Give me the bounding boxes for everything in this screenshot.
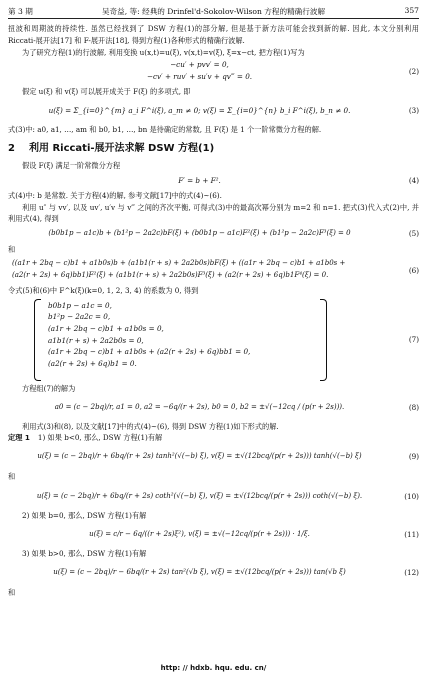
conjunction-and-3: 和 xyxy=(8,587,16,597)
equation-7-number: (7) xyxy=(408,334,419,344)
section-2-paragraph-6: 利用式(3)和(8), 以及文献[17]中的式(4)~(6), 得到 DSW 方程(1)如下形式的解. xyxy=(22,421,279,431)
page-number: 357 xyxy=(404,6,419,15)
system-7-row: (a2(r + 2s) + 6q)b1 = 0. xyxy=(48,358,137,368)
intro-paragraph-3: 假定 u(ξ) 和 v(ξ) 可以展开成关于 F(ξ) 的多项式, 即 xyxy=(22,87,191,97)
section-2-heading xyxy=(8,142,419,156)
equation-11 xyxy=(8,523,419,547)
equation-3 xyxy=(8,99,419,123)
section-2-paragraph-3: 利用 u″ 与 vv′, 以及 uv′, u′v 与 v‴ 之间的齐次平衡, 可得式(3)中的最高次幂分别为 m=2 和 n=1. 把式(3)代入式(2)中, 并利用式(4), 得到 xyxy=(8,202,419,224)
system-7-row: b0b1p − a1c = 0, xyxy=(48,300,112,310)
conjunction-and-2: 和 xyxy=(8,472,16,482)
equation-6-line-2: (a2(r + 2s) + 6q)bb1)F²(ξ) + (a1b1(r + s) + 2a2b0s)F³(ξ) + (a2(r + 2s) + 6q)b1F⁴(ξ) = 0. xyxy=(12,270,329,279)
theorem-label: 定理 1 xyxy=(8,433,30,443)
theorem-1-case-2: 2) 如果 b=0, 那么, DSW 方程(1)有解 xyxy=(22,510,147,520)
intro-paragraph-2: 为了研究方程(1)的行波解, 利用变换 u(x,t)=u(ξ), v(x,t)=v(ξ), ξ=x−ct, 把方程(1)写为 xyxy=(22,47,305,57)
equation-3-number: (3) xyxy=(408,106,419,116)
theorem-1-case-1: 定理 1 1) 如果 b<0, 那么, DSW 方程(1)有解 xyxy=(8,433,163,443)
section-2-paragraph-5: 方程组(7)的解为 xyxy=(22,383,76,393)
equation-5-body: (b0b1p − a1c)b + (b1²p − 2a2c)bF(ξ) + (b0b1p − a1c)F²(ξ) + (b1²p − 2a2c)F³(ξ) = 0 xyxy=(48,229,351,238)
section-2-paragraph-1: 假设 F(ξ) 满足一阶常微分方程 xyxy=(22,160,121,170)
system-7-row: a1b1(r + s) + 2a2b0s = 0, xyxy=(48,335,144,345)
equation-2-number: (2) xyxy=(408,67,419,77)
conjunction-and-1: 和 xyxy=(8,245,16,255)
equation-12-number: (12) xyxy=(404,567,419,577)
system-7-row: b1²p − 2a2c = 0, xyxy=(48,312,111,322)
section-2-paragraph-2: 式(4)中: b 是常数. 关于方程(4)的解, 参考文献[17]中的式(4)~(6). xyxy=(8,190,222,200)
intro-paragraph-4: 式(3)中: a0, a1, …, am 和 b0, b1, …, bn 是待确定的常数, 且 F(ξ) 是 1 个一阶常微分方程的解. xyxy=(8,125,322,135)
equation-11-body: u(ξ) = c/r − 6q/((r + 2s)ξ²), v(ξ) = ±√(−12cq/(p(r + 2s))) · 1/ξ. xyxy=(89,529,310,538)
section-title: 利用 Riccati-展开法求解 DSW 方程(1) xyxy=(28,142,215,154)
equation-10-body: u(ξ) = (c − 2bq)/r + 6bq/(r + 2s) coth²(√(−b) ξ), v(ξ) = ±√(12bcq/(p(r + 2s))) coth(√(−b) ξ). xyxy=(36,491,363,500)
section-number: 2 xyxy=(8,142,15,154)
equation-8 xyxy=(8,396,419,420)
equation-5-number: (5) xyxy=(408,229,419,239)
journal-url-footer: http: // hdxb. hqu. edu. cn/ xyxy=(160,664,267,672)
equation-4-body: F′ = b + F². xyxy=(178,175,221,185)
section-2-paragraph-4: 令式(5)和(6)中 F^k(ξ)(k=0, 1, 2, 3, 4) 的系数为 0, 得到 xyxy=(8,285,199,295)
equation-4-number: (4) xyxy=(408,175,419,185)
equation-11-number: (11) xyxy=(404,529,419,539)
equation-6-line-1: ((a1r + 2bq − c)b1 + a1b0s)b + (a1b1(r + s) + 2a2b0s)bF(ξ) + ((a1r + 2bq − c)b1 + a1b0s + xyxy=(12,258,346,267)
equation-9-number: (9) xyxy=(408,452,419,462)
running-header xyxy=(8,6,419,18)
equation-6 xyxy=(8,258,419,284)
issue-number: 第 3 期 xyxy=(8,7,33,16)
equation-system-7 xyxy=(8,299,419,381)
theorem-1-case-3: 3) 如果 b>0, 那么, DSW 方程(1)有解 xyxy=(22,548,147,558)
equation-9-body: u(ξ) = (c − 2bq)/r + 6bq/(r + 2s) tanh²(√(−b) ξ), v(ξ) = ±√(12bcq/(p(r + 2s))) tanh(√(−b) ξ) xyxy=(37,452,362,461)
right-brace xyxy=(320,299,327,381)
equation-8-body: a0 = (c − 2bq)/r, a1 = 0, a2 = −6q/(r + 2s), b0 = 0, b2 = ±√(−12cq / (p(r + 2s))). xyxy=(54,402,345,411)
equation-8-number: (8) xyxy=(408,402,419,412)
system-7-row: (a1r + 2bq − c)b1 + a1b0s = 0, xyxy=(48,323,164,333)
equation-12-body: u(ξ) = (c − 2bq)/r − 6bq/(r + 2s) tan²(√b ξ), v(ξ) = ±√(12bcq/(p(r + 2s))) tan(√b ξ) xyxy=(53,567,346,576)
article-title-header: 吴奇益, 等: 经典的 Drinfel'd-Sokolov-Wilson 方程的精确行波解 xyxy=(101,7,326,16)
equation-3-body: u(ξ) = Σ_{i=0}^{m} a_i F^i(ξ), a_m ≠ 0; v(ξ) = Σ_{i=0}^{n} b_i F^i(ξ), b_n ≠ 0. xyxy=(48,106,351,116)
system-7-row: (a1r + 2bq − c)b1 + a1b0s + (a2(r + 2s) + 6q)bb1 = 0, xyxy=(48,347,251,357)
header-rule xyxy=(8,18,419,19)
system-7-lines xyxy=(48,300,250,370)
left-brace xyxy=(34,299,41,381)
equation-2 xyxy=(8,59,419,85)
intro-paragraph-1: 扭波和周期波的持续性. 虽然已经找到了 DSW 方程(1)的部分解, 但是基于新方法可能会找到新的解. 因此, 本文分别利用 Riccati-展开法[17] 和 F-展开法[18], 得到方程(1)各种形式的精确行波解. xyxy=(8,24,419,45)
equation-10-number: (10) xyxy=(404,492,419,502)
equation-12 xyxy=(8,561,419,585)
equation-2-line-2: −cv′ + ruv′ + su′v + qv‴ = 0. xyxy=(146,72,253,82)
equation-2-line-1: −cu′ + pvv′ = 0, xyxy=(170,60,229,70)
equation-6-number: (6) xyxy=(408,266,419,276)
equation-4 xyxy=(8,173,419,189)
equation-9 xyxy=(8,445,419,469)
equation-10 xyxy=(8,485,419,509)
article-body xyxy=(8,23,419,600)
equation-5 xyxy=(8,226,419,242)
